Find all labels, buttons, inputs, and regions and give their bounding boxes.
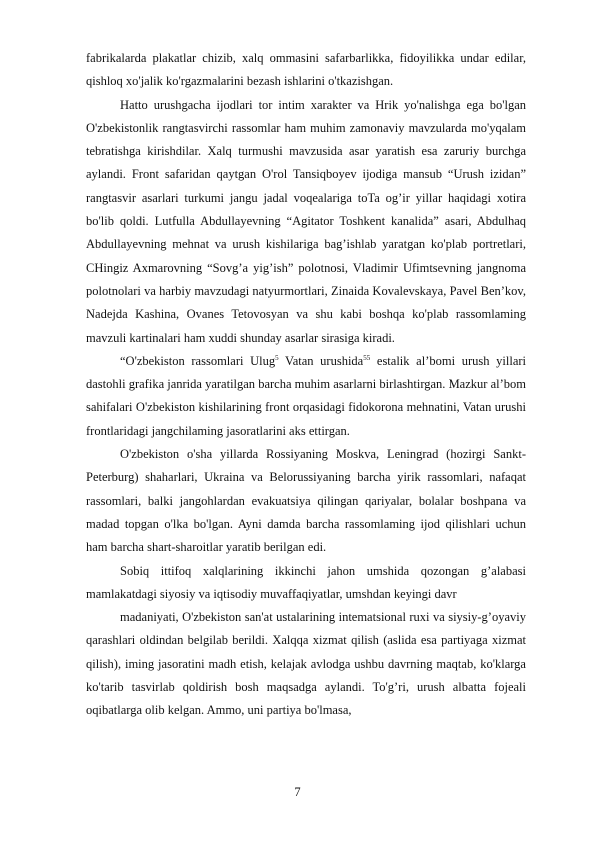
paragraph-text: “O'zbekiston rassomlari Ulug [120, 353, 276, 368]
paragraph-text: Sobiq ittifoq xalqlarining ikkinchi jahon umshida qozongan g’alabasi mamlakatdagi siyosiy va iqtisodiy muvaffaqiyatlar, umshdan keyingi davr [86, 563, 526, 601]
paragraph-text: fabrikalarda plakatlar chizib, xalq ommasini safarbarlikka, fidoyilikka undar edilar, qishloq xo'jalik ko'rgazmalarini bezash ishlarini o'tkazishgan. [86, 51, 526, 89]
paragraph-text: madaniyati, O'zbekiston san'at ustalarining intematsional ruxi va siysiy-g’oyaviy qarashlari oldindan belgilab berildi. Xalqqa xizmat qilish (aslida esa partiyaga xizmat qilish), iming jasoratini madh etish, kelajak avlodga ushbu davrning maqtab, ko'klarga ko'tarib tasvirlab qoldirish bosh maqsadga aylandi. To'g’ri, urush albatta fojeali oqibatlarga olib kelgan. Ammo, uni partiya bo'lmasa, [86, 610, 526, 718]
paragraph [86, 606, 526, 722]
paragraph [86, 350, 526, 443]
paragraph [86, 94, 526, 350]
paragraph-text: estalik al’bomi urush yillari dastohli grafika janrida yaratilgan barcha muhim asarlarni birlashtirgan. Mazkur al’bom sahifalari O'zbekiston kishilarining front orqasidagi fidokorona mehnatini, Vatan urushi frontlaridagi jangchilaming jasoratlarini aks ettirgan. [86, 353, 526, 438]
paragraph-text: Vatan urushida [278, 353, 364, 368]
paragraph [86, 47, 526, 94]
paragraph [86, 560, 526, 607]
footnote-marker: 5 [275, 353, 279, 362]
paragraph [86, 443, 526, 559]
footnote-marker: 55 [363, 353, 371, 362]
paragraph-text: Hatto urushgacha ijodlari tor intim xarakter va Hrik yo'nalishga ega bo'lgan O'zbekistonlik rangtasvirchi rassomlar ham muhim zamonaviy mavzularda mo'yqalam tebratishga kirishdilar. Xalq turmushi mavzusida asar yaratish esa zaruriy burchga aylandi. Front safaridan qaytgan O'rol Tansiqboyev ijodiga mansub “Urush izidan” rangtasvir asarlari turkumi jangu jadal voqealariga toTa og’ir yillar haqidagi xotira bo'lib qoldi. Lutfulla Abdullayevning “Agitator Toshkent kanalida” asari, Abdulhaq Abdullayevning mehnat va urush kishilariga bag’ishlab yaratgan ko'plab portretlari, CHingiz Axmarovning “Sovg’a yig’ish” polotnosi, Vladimir Ufimtsevning jangnoma polotnolari va harbiy mavzudagi natyurmortlari, Zinaida Kovalevskaya, Pavel Ben’kov, Nadejda Kashina, Ovanes Tetovosyan va shu kabi boshqa ko'plab rassomlaming mavzuli kartinalari ham xuddi shunday asarlar sirasiga kiradi. [86, 97, 526, 345]
document-body [86, 47, 526, 723]
paragraph-text: O'zbekiston o'sha yillarda Rossiyaning Moskva, Leningrad (hozirgi Sankt-Peterburg) shaharlari, Ukraina va Belorussiyaning barcha yirik rassomlari, nafaqat rassomlari, balki jangohlardan evakuatsiya qilingan qariyalar, bolalar boshpana va madad topgan o'lka bo'lgan. Ayni damda barcha rassomlaming ijod qilishlari uchun ham barcha shart-sharoitlar yaratib berilgan edi. [86, 447, 526, 555]
page-number: 7 [294, 785, 301, 799]
